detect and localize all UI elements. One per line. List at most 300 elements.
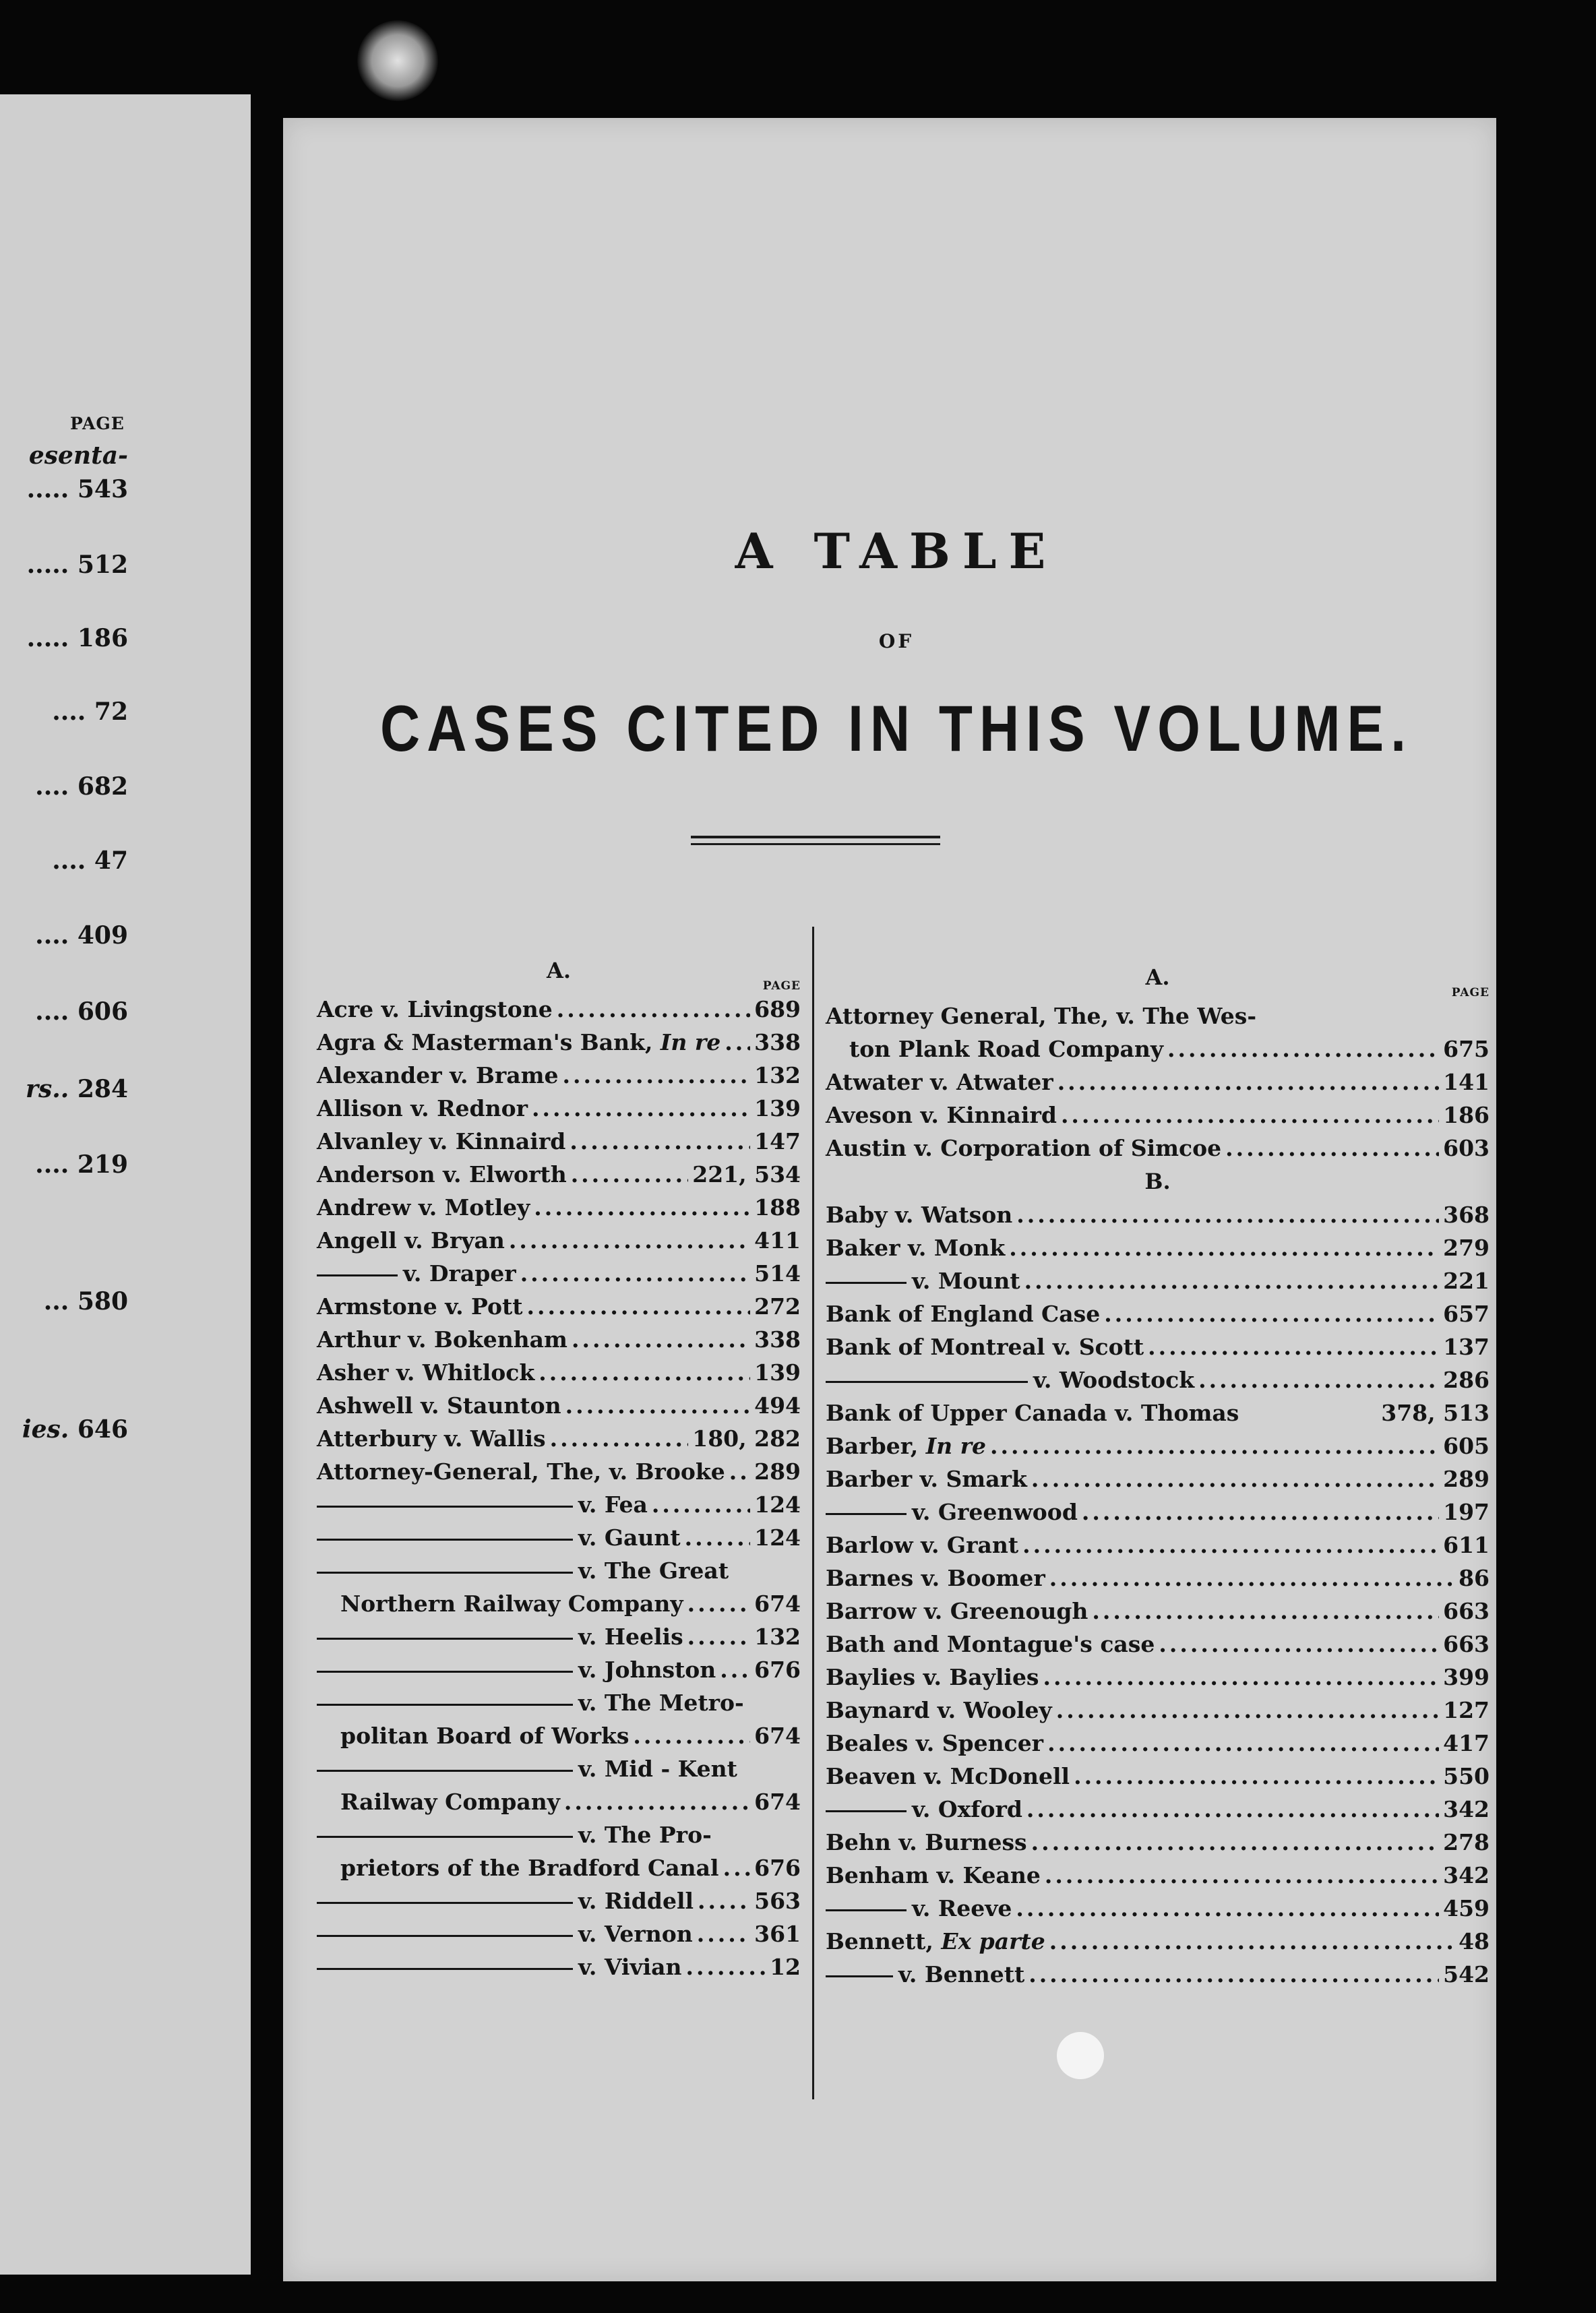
page-number: 378, 513 [1381, 1400, 1490, 1426]
page-number: 139 [754, 1359, 801, 1386]
page-number: 675 [1443, 1036, 1490, 1062]
page-number: 147 [754, 1128, 801, 1154]
case-name-text: Barlow v. Grant [826, 1532, 1019, 1558]
case-name-text: Alexander v. Brame [317, 1062, 559, 1088]
previous-page-row [0, 551, 128, 579]
table-of-cases-page [283, 118, 1496, 2281]
case-name [826, 1330, 1144, 1363]
page-number: 12 [770, 1954, 801, 1980]
page-number: 86 [1459, 1565, 1490, 1591]
case-name [317, 1884, 694, 1917]
ditto-dash [317, 1539, 573, 1541]
case-name [849, 1032, 1163, 1066]
previous-page-row [0, 475, 128, 503]
previous-page-fragment [0, 94, 251, 2275]
case-entry [317, 1719, 801, 1752]
page-number: 605 [1443, 1433, 1490, 1459]
previous-page-row [0, 846, 128, 875]
leader-dots [652, 1488, 750, 1521]
case-name-text: v. Oxford [912, 1796, 1022, 1822]
page-title: A TABLE [735, 522, 1058, 580]
page-number: 611 [1443, 1532, 1490, 1558]
case-entry [826, 1727, 1490, 1760]
page-number: 550 [1443, 1763, 1490, 1789]
leader-dots [550, 1422, 689, 1455]
case-name-text: v. Heelis [578, 1624, 683, 1650]
previous-page-row-text: ... [43, 1287, 69, 1316]
previous-page-row-text: .... [52, 846, 86, 875]
leader-dots [564, 1785, 750, 1818]
previous-page-row-number: 682 [77, 772, 128, 801]
leader-dots [1016, 1198, 1439, 1231]
case-name-text: Ashwell v. Staunton [317, 1392, 561, 1419]
leader-dots [729, 1455, 750, 1488]
previous-page-row [0, 1150, 128, 1179]
ditto-dash [317, 1935, 573, 1937]
section-heading-a-continued: A. [1145, 964, 1170, 990]
leader-dots [1104, 1297, 1439, 1330]
case-name [826, 1661, 1039, 1694]
leader-dots [698, 1884, 750, 1917]
case-name [826, 1727, 1043, 1760]
case-entry [317, 1950, 801, 1983]
page-number: 139 [754, 1095, 801, 1121]
case-entry [317, 1917, 801, 1950]
previous-page-row [0, 1415, 128, 1444]
case-entry [317, 1422, 801, 1455]
case-name-text: Arthur v. Bokenham [317, 1326, 567, 1353]
case-name-text: Bank of England Case [826, 1301, 1101, 1327]
page-number: 141 [1443, 1069, 1490, 1095]
previous-page-row-number: 72 [94, 698, 128, 726]
page-column-label: PAGE [762, 979, 801, 993]
leader-dots [685, 1950, 766, 1983]
leader-dots [1167, 1032, 1439, 1066]
leader-dots [1092, 1595, 1439, 1628]
case-entry [826, 1793, 1490, 1826]
case-name [317, 1752, 737, 1785]
leader-dots [1047, 1727, 1439, 1760]
case-entry [826, 1925, 1490, 1958]
case-entry [826, 1892, 1490, 1925]
leader-dots [532, 1092, 750, 1125]
leader-dots [1043, 1661, 1440, 1694]
previous-page-row-text: ies. [22, 1415, 69, 1444]
case-entry [826, 1595, 1490, 1628]
page-number: 663 [1443, 1598, 1490, 1624]
leader-dots [1061, 1099, 1439, 1132]
ditto-dash [317, 1671, 573, 1673]
leader-dots [1225, 1132, 1439, 1165]
leader-dots [1029, 1958, 1439, 1991]
case-name [317, 1455, 725, 1488]
case-name [826, 1198, 1012, 1231]
case-entry [317, 1587, 801, 1620]
case-name-text: v. Gaunt [578, 1524, 681, 1551]
page-number: 342 [1443, 1862, 1490, 1888]
previous-page-row-number: 186 [77, 624, 128, 652]
leader-dots [1026, 1793, 1439, 1826]
case-name [317, 1026, 720, 1059]
case-name-text: Attorney-General, The, v. Brooke [317, 1458, 725, 1485]
page-number: 657 [1443, 1301, 1490, 1327]
page-number: 674 [754, 1723, 801, 1749]
case-name-text: v. The Metro- [578, 1690, 744, 1716]
case-name [317, 1521, 681, 1554]
page-number: 124 [754, 1524, 801, 1551]
leader-dots [990, 1429, 1439, 1462]
case-name [340, 1851, 719, 1884]
leader-dots [509, 1224, 750, 1257]
page-number: 137 [1443, 1334, 1490, 1360]
previous-page-row-text: esenta- [28, 441, 128, 470]
case-name-text: v. Mid - Kent [578, 1756, 737, 1782]
case-name [317, 1224, 505, 1257]
case-entry [317, 1521, 801, 1554]
case-entry [826, 1826, 1490, 1859]
case-name-text: v. Mount [912, 1268, 1020, 1294]
ditto-dash [317, 1968, 573, 1970]
case-name [826, 1628, 1155, 1661]
case-entry [826, 1694, 1490, 1727]
case-name-text: Baker v. Monk [826, 1235, 1006, 1261]
previous-page-row [0, 921, 128, 950]
leader-dots [1057, 1066, 1439, 1099]
case-entry [317, 1323, 801, 1356]
case-name-text: v. Draper [403, 1260, 516, 1287]
page-number: 674 [754, 1591, 801, 1617]
case-entry [826, 999, 1490, 1032]
case-name-text: Bank of Upper Canada v. Thomas [826, 1400, 1239, 1426]
case-name-text: Attorney General, The, v. The Wes- [826, 1003, 1257, 1029]
page-number: 338 [754, 1326, 801, 1353]
title-connector: OF [878, 630, 915, 652]
case-name-text: politan Board of Works [340, 1723, 630, 1749]
case-name-text: Railway Company [340, 1789, 560, 1815]
section-heading-b: B. [1144, 1169, 1171, 1194]
case-entry [826, 1066, 1490, 1099]
leader-dots [1009, 1231, 1439, 1264]
page-number: 272 [754, 1293, 801, 1320]
page-number: 186 [1443, 1102, 1490, 1128]
case-name [340, 1587, 683, 1620]
case-name-text: v. Bennett [898, 1961, 1025, 1987]
page-number: 221, 534 [692, 1161, 801, 1188]
previous-page-row-text: .... [52, 698, 86, 726]
case-name-text: Asher v. Whitlock [317, 1359, 535, 1386]
page-number: 132 [754, 1062, 801, 1088]
ditto-dash [317, 1902, 573, 1904]
case-name [826, 1694, 1052, 1727]
ink-blot [1057, 2032, 1104, 2079]
ditto-dash [826, 1513, 907, 1515]
case-name-text: prietors of the Bradford Canal [340, 1855, 719, 1881]
ditto-dash [317, 1506, 573, 1508]
case-name [826, 1826, 1027, 1859]
page-number: 459 [1443, 1895, 1490, 1921]
previous-page-row [0, 698, 128, 726]
leader-dots [1082, 1495, 1439, 1529]
case-entry [317, 1686, 801, 1719]
case-name [317, 1389, 561, 1422]
case-entry [826, 1363, 1490, 1396]
case-name-text: Allison v. Rednor [317, 1095, 528, 1121]
case-entry [317, 1125, 801, 1158]
case-name [317, 1818, 712, 1851]
case-entry [826, 1958, 1490, 1991]
case-entry [317, 1752, 801, 1785]
previous-page-row-text: .... [35, 1150, 69, 1179]
leader-dots [520, 1257, 750, 1290]
right-column [826, 960, 1490, 1991]
leader-dots [526, 1290, 750, 1323]
case-name [317, 1323, 567, 1356]
page-number: 279 [1443, 1235, 1490, 1261]
case-name [317, 1620, 683, 1653]
title-rule-bottom [691, 843, 940, 845]
paper-stain [357, 20, 438, 101]
case-name-text: Beaven v. McDonell [826, 1763, 1070, 1789]
case-name [317, 1125, 565, 1158]
page-number: 417 [1443, 1730, 1490, 1756]
leader-dots [1022, 1529, 1439, 1562]
case-name-italic: In re [660, 1029, 721, 1055]
leader-dots [570, 1125, 750, 1158]
case-entry [826, 1297, 1490, 1330]
case-entry [826, 1198, 1490, 1231]
leader-dots [687, 1620, 750, 1653]
previous-page-row [0, 441, 128, 470]
case-name [317, 1554, 729, 1587]
page-number: 361 [754, 1921, 801, 1947]
left-column [317, 954, 801, 1983]
page-number: 676 [754, 1657, 801, 1683]
case-name-text: v. Woodstock [1033, 1367, 1195, 1393]
page-number: 514 [754, 1260, 801, 1287]
case-name [340, 1719, 629, 1752]
case-name-text: Armstone v. Pott [317, 1293, 523, 1320]
page-number: 603 [1443, 1135, 1490, 1161]
case-name-text: Atterbury v. Wallis [317, 1425, 546, 1452]
page-number: 399 [1443, 1664, 1490, 1690]
case-entry [826, 1330, 1490, 1363]
case-name [826, 1231, 1005, 1264]
leader-dots [1159, 1628, 1439, 1661]
case-name-text: Bath and Montague's case [826, 1631, 1155, 1657]
previous-page-row [0, 624, 128, 652]
leader-dots [1024, 1264, 1440, 1297]
case-name-text: Agra & Masterman's Bank, [317, 1029, 653, 1055]
previous-page-row [0, 1287, 128, 1316]
case-entry [826, 1132, 1490, 1165]
previous-page-row-number: 646 [77, 1415, 128, 1444]
case-entry [826, 1429, 1490, 1462]
previous-page-row-number: 284 [77, 1075, 128, 1103]
case-name-text: Acre v. Livingstone [317, 996, 553, 1022]
ditto-dash [317, 1572, 573, 1574]
case-entry [317, 1554, 801, 1587]
case-entry [317, 1818, 801, 1851]
case-name-text: v. Riddell [578, 1888, 694, 1914]
case-name [826, 1529, 1018, 1562]
case-name-text: Baylies v. Baylies [826, 1664, 1039, 1690]
case-name [317, 1917, 693, 1950]
case-name-text: Barrow v. Greenough [826, 1598, 1088, 1624]
case-entry [826, 1495, 1490, 1529]
leader-dots [685, 1521, 750, 1554]
previous-page-row-number: 409 [77, 921, 128, 950]
page-number: 368 [1443, 1202, 1490, 1228]
column-divider [812, 927, 814, 2099]
case-name-text: Atwater v. Atwater [826, 1069, 1053, 1095]
case-name [826, 1925, 1045, 1958]
case-name [317, 1686, 744, 1719]
ditto-dash [826, 1975, 893, 1977]
case-entry [317, 1092, 801, 1125]
ditto-dash [317, 1274, 398, 1276]
case-name-text: Bank of Montreal v. Scott [826, 1334, 1144, 1360]
case-name [826, 1066, 1053, 1099]
case-name [826, 1562, 1045, 1595]
page-number: 289 [754, 1458, 801, 1485]
leader-dots [1049, 1925, 1454, 1958]
leader-dots [1045, 1859, 1439, 1892]
case-name [340, 1785, 560, 1818]
case-entry [317, 1356, 801, 1389]
case-entry [317, 1455, 801, 1488]
ditto-dash [826, 1282, 907, 1284]
case-entry [317, 1851, 801, 1884]
previous-page-header: PAGE [70, 414, 125, 433]
case-name [317, 1158, 567, 1191]
case-name-text: Austin v. Corporation of Simcoe [826, 1135, 1222, 1161]
case-name [826, 1595, 1088, 1628]
case-name [826, 1132, 1221, 1165]
page-number: 542 [1443, 1961, 1490, 1987]
leader-dots [1198, 1363, 1439, 1396]
case-name-text: Angell v. Bryan [317, 1227, 505, 1254]
leader-dots [534, 1191, 750, 1224]
ditto-dash [317, 1770, 573, 1772]
case-entry [826, 1264, 1490, 1297]
case-entry [826, 1462, 1490, 1495]
leader-dots [1016, 1892, 1439, 1925]
case-name-text: v. Reeve [912, 1895, 1012, 1921]
leader-dots [1148, 1330, 1439, 1363]
case-name-text: v. The Pro- [578, 1822, 712, 1848]
case-entry [317, 1191, 801, 1224]
leader-dots [1031, 1826, 1439, 1859]
case-name-text: v. Greenwood [912, 1499, 1078, 1525]
leader-dots [697, 1917, 750, 1950]
case-entry [317, 1158, 801, 1191]
previous-page-row-text: rs.. [25, 1075, 69, 1103]
case-name-text: Aveson v. Kinnaird [826, 1102, 1057, 1128]
case-entry [317, 993, 801, 1026]
previous-page-row-number: 606 [77, 997, 128, 1026]
case-name-text: v. Vernon [578, 1921, 693, 1947]
page-number: 663 [1443, 1631, 1490, 1657]
previous-page-row [0, 1075, 128, 1103]
page-subtitle: CASES CITED IN THIS VOLUME. [380, 692, 1413, 766]
page-number: 674 [754, 1789, 801, 1815]
section-heading-a: A. [547, 958, 571, 983]
case-entry [317, 1653, 801, 1686]
case-entry [826, 1661, 1490, 1694]
case-name [826, 1760, 1070, 1793]
leader-dots [720, 1653, 750, 1686]
page-number: 494 [754, 1392, 801, 1419]
case-name-text: Northern Railway Company [340, 1591, 683, 1617]
case-name-text: Baynard v. Wooley [826, 1697, 1052, 1723]
case-name [826, 1264, 1020, 1297]
page-number: 188 [754, 1194, 801, 1221]
previous-page-row-text: ..... [26, 624, 69, 652]
case-name [826, 1363, 1194, 1396]
page-number: 197 [1443, 1499, 1490, 1525]
case-name [826, 1892, 1012, 1925]
case-entry [317, 1059, 801, 1092]
case-entry [317, 1389, 801, 1422]
case-name-text: Barber v. Smark [826, 1466, 1027, 1492]
case-name-italic: Ex parte [941, 1928, 1045, 1954]
case-name-text: Barber, [826, 1433, 919, 1459]
ditto-dash [826, 1810, 907, 1812]
case-name-text: v. Vivian [578, 1954, 682, 1980]
case-name [317, 1950, 681, 1983]
ditto-dash [826, 1381, 1028, 1383]
case-name [317, 993, 553, 1026]
previous-page-row-number: 580 [77, 1287, 128, 1316]
previous-page-row-number: 512 [77, 551, 128, 579]
page-number: 689 [754, 996, 801, 1022]
case-entry [317, 1290, 801, 1323]
leader-dots [725, 1026, 750, 1059]
case-entry [826, 1099, 1490, 1132]
case-name-text: Anderson v. Elworth [317, 1161, 567, 1188]
case-name [826, 1793, 1022, 1826]
case-name-text: v. Johnston [578, 1657, 716, 1683]
ditto-dash [317, 1704, 573, 1706]
previous-page-row-text: .... [35, 921, 69, 950]
case-entry [826, 1032, 1490, 1066]
previous-page-row-text: ..... [26, 475, 69, 503]
previous-page-row-text: .... [35, 997, 69, 1026]
case-name-text: Beales v. Spencer [826, 1730, 1044, 1756]
case-entry [317, 1620, 801, 1653]
case-entry [826, 1628, 1490, 1661]
case-entry [826, 1529, 1490, 1562]
case-name [317, 1488, 648, 1521]
previous-page-row [0, 772, 128, 801]
previous-page-row-number: 47 [94, 846, 128, 875]
previous-page-row-text: ..... [26, 551, 69, 579]
previous-page-row [0, 997, 128, 1026]
case-entry [317, 1257, 801, 1290]
ditto-dash [317, 1638, 573, 1640]
page-number: 286 [1443, 1367, 1490, 1393]
page-number: 132 [754, 1624, 801, 1650]
case-entry [826, 1562, 1490, 1595]
case-entry [317, 1224, 801, 1257]
case-name [826, 1297, 1100, 1330]
case-name [826, 1462, 1027, 1495]
leader-dots [723, 1851, 751, 1884]
case-name [317, 1290, 522, 1323]
page-number: 221 [1443, 1268, 1490, 1294]
case-entry [317, 1884, 801, 1917]
leader-dots [563, 1059, 751, 1092]
